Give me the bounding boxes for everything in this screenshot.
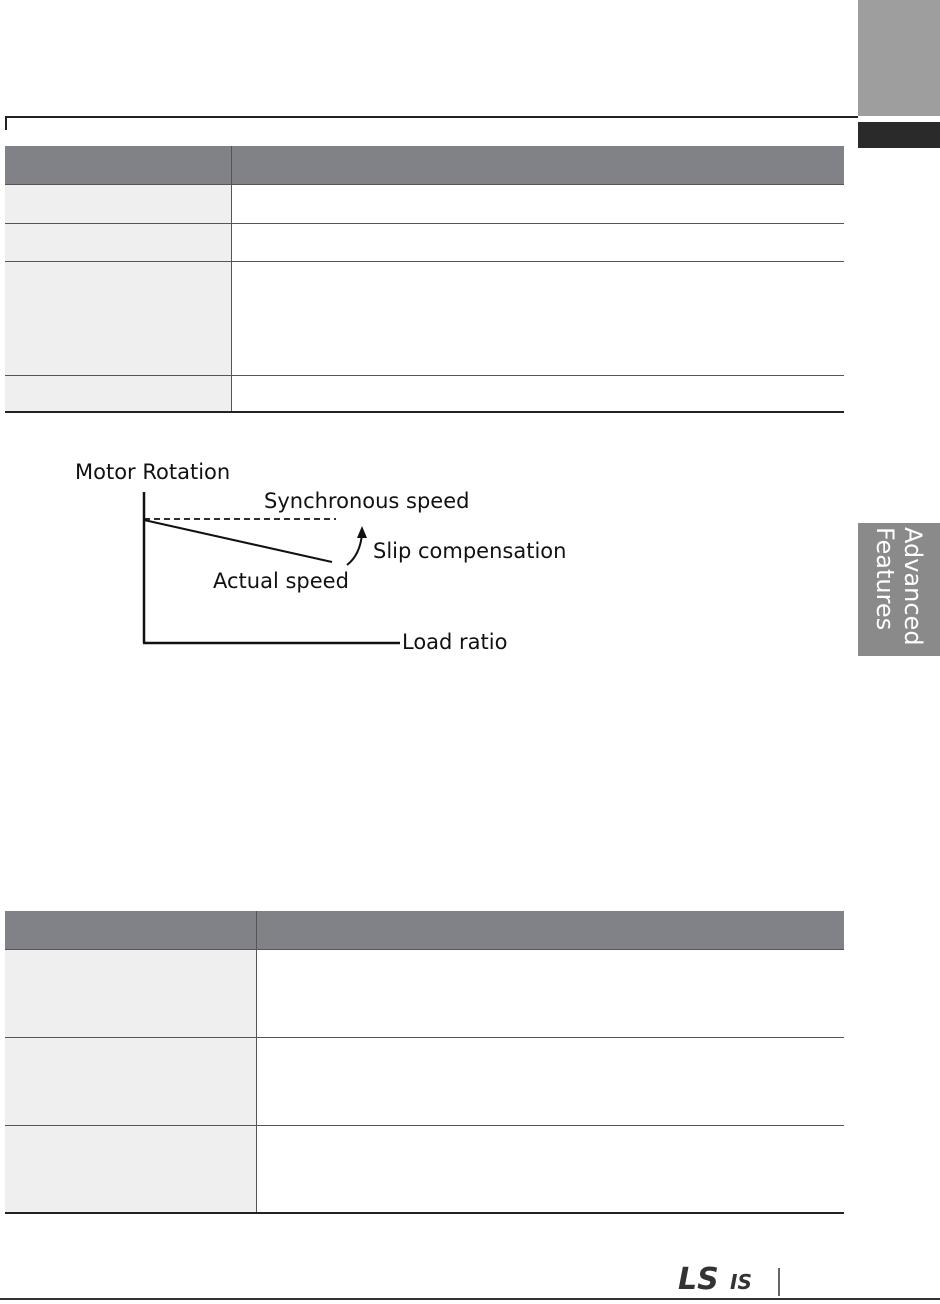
table-row: [5, 1125, 844, 1213]
synchronous-speed-label: Synchronous speed: [264, 489, 470, 513]
table-header-row: [5, 146, 844, 184]
table-row: [5, 949, 844, 1037]
slip-arrow-curve: [347, 534, 362, 565]
actual-speed-label: Actual speed: [213, 569, 349, 593]
section-tab-label-line2: Features: [871, 527, 899, 631]
table-cell-desc: [232, 223, 845, 261]
parameter-table-2: [5, 911, 844, 1214]
ls-is-logo: [678, 1262, 774, 1294]
table-cell-desc: [232, 261, 845, 375]
x-axis-label: Load ratio: [402, 630, 508, 654]
slip-compensation-label: Slip compensation: [373, 539, 567, 563]
footer-divider: [778, 1268, 780, 1296]
header-rule-tick: [5, 116, 7, 130]
footer-rule: [0, 1298, 940, 1300]
actual-speed-line: [144, 520, 332, 562]
table-row: [5, 184, 844, 223]
slip-compensation-diagram: [60, 450, 600, 665]
y-axis-label: Motor Rotation: [75, 460, 231, 484]
parameter-table-1: [5, 146, 844, 413]
slip-arrow-head: [357, 526, 367, 538]
chapter-tab-marker: [858, 122, 940, 148]
table-cell-name: [5, 1037, 257, 1125]
table-cell-name: [5, 184, 232, 223]
table-cell-desc: [257, 1125, 845, 1213]
table-cell-name: [5, 375, 232, 412]
table-header-cell: [257, 911, 845, 949]
section-tab-label-line1: Advanced: [899, 527, 927, 646]
table-row: [5, 1037, 844, 1125]
logo-text: LS: [678, 1262, 719, 1294]
table-cell-desc: [257, 949, 845, 1037]
section-tab-advanced-features: [858, 523, 940, 656]
table-cell-desc: [232, 375, 845, 412]
table-header-cell: [5, 146, 232, 184]
table-row: [5, 375, 844, 412]
table-cell-desc: [232, 184, 845, 223]
table-cell-name: [5, 949, 257, 1037]
table-header-cell: [232, 146, 845, 184]
table-cell-name: [5, 261, 232, 375]
header-rule: [5, 116, 858, 118]
table-cell-desc: [257, 1037, 845, 1125]
table-row: [5, 223, 844, 261]
logo-sub: IS: [730, 1270, 752, 1294]
section-tab-label: [862, 527, 936, 652]
chapter-tab-top: [858, 0, 940, 116]
table-cell-name: [5, 223, 232, 261]
table-row: [5, 261, 844, 375]
table-header-row: [5, 911, 844, 949]
table-header-cell: [5, 911, 257, 949]
table-cell-name: [5, 1125, 257, 1213]
